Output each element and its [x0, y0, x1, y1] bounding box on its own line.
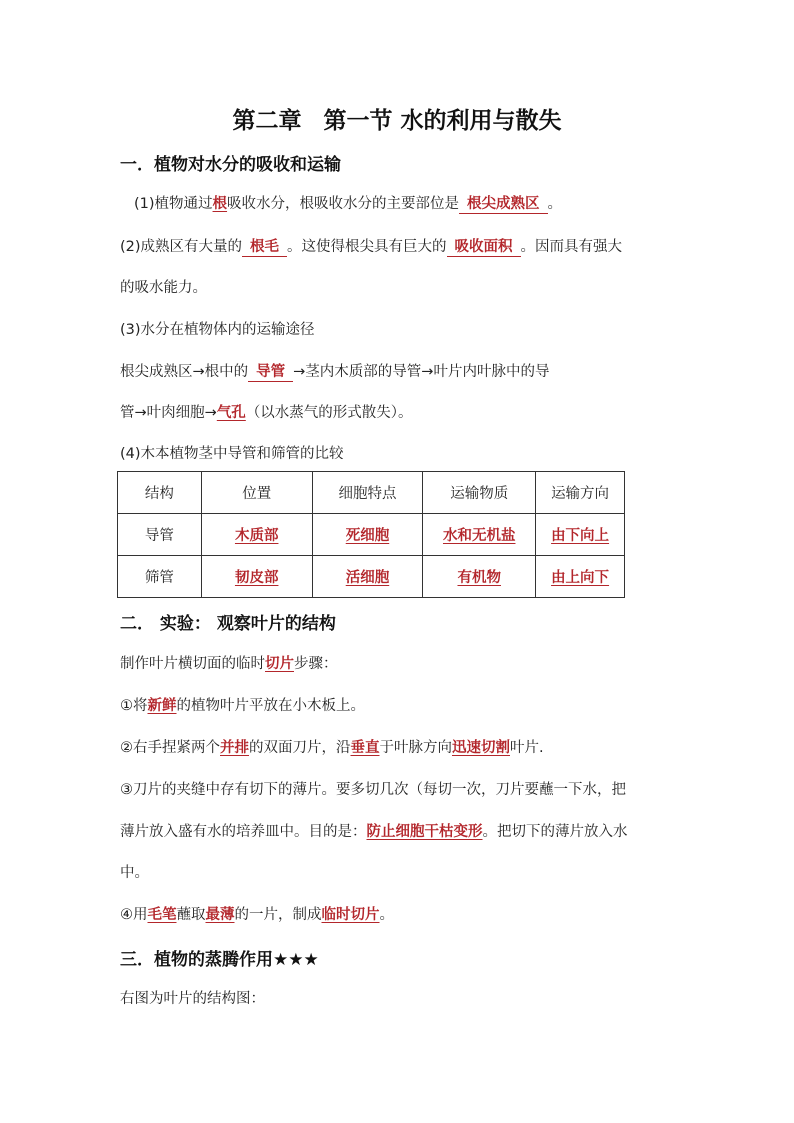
item1-line: (1)植物通过根吸收水分，根吸收水分的主要部位是 根尖成熟区 。: [134, 192, 562, 214]
table-row: [118, 556, 625, 598]
table-header-row: [118, 472, 625, 514]
table-cell: 由上向下: [536, 556, 625, 598]
step3-line1: ③刀片的夹缝中存有切下的薄片。要多切几次（每切一次，刀片要蘸一下水，把: [120, 782, 626, 798]
comparison-table: [117, 471, 625, 598]
table-cell: 筛管: [118, 556, 202, 598]
answer-side-by-side: 并排: [220, 740, 249, 756]
answer-perpendicular: 垂直: [350, 740, 380, 756]
table-cell: 导管: [118, 514, 202, 556]
answer-root-hair: 根毛: [250, 239, 280, 255]
item2-line1: (2)成熟区有大量的 根毛 。这使得根尖具有巨大的 吸收面积 。因而具有强大: [120, 235, 622, 257]
answer-fresh: 新鲜: [147, 698, 177, 714]
table-cell: 死细胞: [312, 514, 423, 556]
answer-section: 切片: [265, 656, 294, 672]
section-heading-2: 二． 实验： 观察叶片的结构: [120, 614, 336, 634]
chapter-label: 第二章: [232, 108, 302, 134]
step4-line: ④用毛笔蘸取最薄的一片，制成临时切片。: [120, 907, 394, 923]
section-heading-3: 三．植物的蒸腾作用★★★: [120, 950, 319, 970]
answer-brush: 毛笔: [147, 907, 177, 923]
table-cell: 水和无机盐: [423, 514, 536, 556]
table-header-cell: 运输物质: [423, 472, 536, 514]
table-header-cell: 位置: [201, 472, 312, 514]
section-heading-1: 一．植物对水分的吸收和运输: [120, 155, 341, 175]
section-label: 第一节 水的利用与散失: [323, 108, 562, 134]
step1-line: ①将新鲜的植物叶片平放在小木板上。: [120, 698, 365, 714]
answer-thinnest: 最薄: [205, 907, 235, 923]
table-row: [118, 514, 625, 556]
answer-root: 根: [212, 196, 228, 212]
table-cell: 韧皮部: [201, 556, 312, 598]
part2-intro: 制作叶片横切面的临时切片步骤：: [120, 656, 338, 672]
table-cell: 由下向上: [536, 514, 625, 556]
step3-line3: 中。: [120, 865, 149, 881]
item3-line1: 根尖成熟区→根中的 导管 →茎内木质部的导管→叶片内叶脉中的导: [120, 360, 549, 382]
step3-line2: 薄片放入盛有水的培养皿中。目的是：防止细胞干枯变形。把切下的薄片放入水: [120, 824, 628, 840]
table-header-cell: 运输方向: [536, 472, 625, 514]
table-cell: 木质部: [201, 514, 312, 556]
item3-line2: 管→叶肉细胞→气孔（以水蒸气的形式散失）。: [120, 405, 413, 421]
item3-title: (3)水分在植物体内的运输途径: [120, 322, 315, 338]
table-cell: 活细胞: [312, 556, 423, 598]
answer-quick-cut: 迅速切割: [452, 740, 510, 756]
item2-line2: 的吸水能力。: [120, 280, 207, 296]
answer-temp-slide: 临时切片: [321, 907, 380, 923]
step2-line: ②右手捏紧两个并排的双面刀片，沿垂直于叶脉方向迅速切割叶片.: [120, 740, 544, 756]
answer-stoma: 气孔: [216, 405, 246, 421]
page-title: [0, 102, 794, 135]
table-cell: 有机物: [423, 556, 536, 598]
answer-absorb-area: 吸收面积: [454, 239, 513, 255]
answer-prevent-deform: 防止细胞干枯变形: [366, 824, 483, 840]
item4-title: (4)木本植物茎中导管和筛管的比较: [120, 446, 344, 462]
part3-intro: 右图为叶片的结构图：: [120, 991, 265, 1007]
table-header-cell: 细胞特点: [312, 472, 423, 514]
table-header-cell: 结构: [118, 472, 202, 514]
answer-vessel: 导管: [256, 364, 286, 380]
answer-root-zone: 根尖成熟区: [467, 196, 540, 212]
